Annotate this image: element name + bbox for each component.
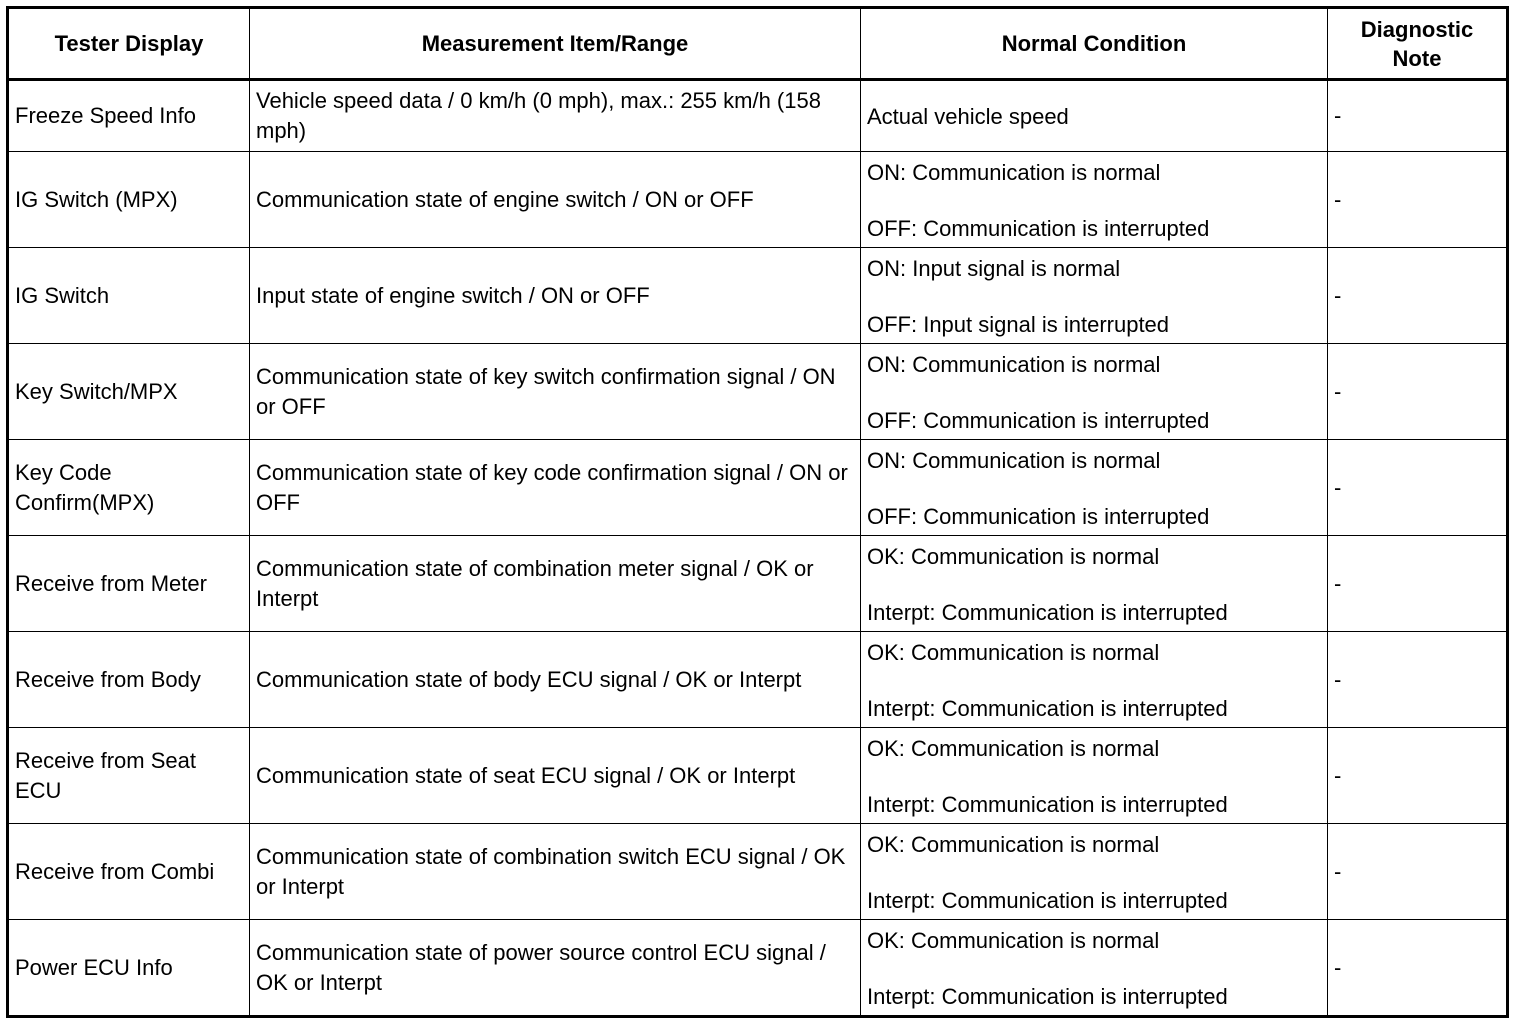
header-normal-condition: Normal Condition bbox=[861, 8, 1328, 80]
header-measurement-item: Measurement Item/Range bbox=[250, 8, 861, 80]
table-row bbox=[8, 80, 1508, 152]
cell-normal-condition bbox=[861, 536, 1328, 632]
cell-diagnostic-note: - bbox=[1328, 152, 1508, 248]
table-row bbox=[8, 920, 1508, 1017]
header-tester-display: Tester Display bbox=[8, 8, 250, 80]
cell-tester-display: Receive from Meter bbox=[8, 536, 250, 632]
cell-tester-display: Freeze Speed Info bbox=[8, 80, 250, 152]
normal-condition-line: Interpt: Communication is interrupted bbox=[867, 695, 1228, 721]
cell-diagnostic-note: - bbox=[1328, 536, 1508, 632]
table-row bbox=[8, 824, 1508, 920]
cell-tester-display: Key Switch/MPX bbox=[8, 344, 250, 440]
cell-normal-condition bbox=[861, 152, 1328, 248]
table-row bbox=[8, 728, 1508, 824]
cell-normal-condition bbox=[861, 80, 1328, 152]
normal-condition-line: OK: Communication is normal bbox=[867, 543, 1160, 569]
cell-measurement-item: Communication state of key code confirmation signal / ON or OFF bbox=[250, 440, 861, 536]
cell-tester-display: IG Switch (MPX) bbox=[8, 152, 250, 248]
cell-tester-display: IG Switch bbox=[8, 248, 250, 344]
cell-tester-display: Receive from Body bbox=[8, 632, 250, 728]
cell-measurement-item: Communication state of seat ECU signal / OK or Interpt bbox=[250, 728, 861, 824]
cell-tester-display: Key Code Confirm(MPX) bbox=[8, 440, 250, 536]
normal-condition-line: ON: Communication is normal bbox=[867, 351, 1161, 377]
cell-tester-display: Power ECU Info bbox=[8, 920, 250, 1017]
normal-condition-line: Interpt: Communication is interrupted bbox=[867, 791, 1228, 817]
cell-diagnostic-note: - bbox=[1328, 920, 1508, 1017]
table-row bbox=[8, 152, 1508, 248]
normal-condition-line: ON: Communication is normal bbox=[867, 159, 1161, 185]
cell-tester-display: Receive from Seat ECU bbox=[8, 728, 250, 824]
normal-condition-line: ON: Communication is normal bbox=[867, 447, 1161, 473]
normal-condition-line: OFF: Communication is interrupted bbox=[867, 503, 1210, 529]
cell-normal-condition bbox=[861, 440, 1328, 536]
cell-measurement-item: Communication state of power source control ECU signal / OK or Interpt bbox=[250, 920, 861, 1017]
normal-condition-line: ON: Input signal is normal bbox=[867, 255, 1121, 281]
normal-condition-line: OK: Communication is normal bbox=[867, 831, 1160, 857]
cell-measurement-item: Input state of engine switch / ON or OFF bbox=[250, 248, 861, 344]
cell-measurement-item: Communication state of combination meter signal / OK or Interpt bbox=[250, 536, 861, 632]
cell-measurement-item: Vehicle speed data / 0 km/h (0 mph), max.: 255 km/h (158 mph) bbox=[250, 80, 861, 152]
cell-normal-condition bbox=[861, 824, 1328, 920]
cell-tester-display: Receive from Combi bbox=[8, 824, 250, 920]
table-row bbox=[8, 248, 1508, 344]
data-list-table bbox=[6, 6, 1509, 1018]
normal-condition-line: OFF: Communication is interrupted bbox=[867, 215, 1210, 241]
normal-condition-line: OK: Communication is normal bbox=[867, 735, 1160, 761]
normal-condition-line: OFF: Input signal is interrupted bbox=[867, 311, 1170, 337]
normal-condition-line: OK: Communication is normal bbox=[867, 927, 1160, 953]
table-row bbox=[8, 536, 1508, 632]
table-row bbox=[8, 440, 1508, 536]
table-row bbox=[8, 344, 1508, 440]
cell-diagnostic-note: - bbox=[1328, 248, 1508, 344]
cell-normal-condition bbox=[861, 728, 1328, 824]
cell-measurement-item: Communication state of key switch confirmation signal / ON or OFF bbox=[250, 344, 861, 440]
normal-condition-line: Interpt: Communication is interrupted bbox=[867, 599, 1228, 625]
cell-diagnostic-note: - bbox=[1328, 728, 1508, 824]
cell-normal-condition bbox=[861, 248, 1328, 344]
table-header-row bbox=[8, 8, 1508, 80]
cell-measurement-item: Communication state of body ECU signal / OK or Interpt bbox=[250, 632, 861, 728]
cell-normal-condition bbox=[861, 344, 1328, 440]
normal-condition-line: Interpt: Communication is interrupted bbox=[867, 983, 1228, 1009]
header-diagnostic-note: Diagnostic Note bbox=[1328, 8, 1508, 80]
cell-normal-condition bbox=[861, 632, 1328, 728]
normal-condition-line: Actual vehicle speed bbox=[867, 104, 1069, 129]
table-row bbox=[8, 632, 1508, 728]
cell-measurement-item: Communication state of combination switch ECU signal / OK or Interpt bbox=[250, 824, 861, 920]
normal-condition-line: OFF: Communication is interrupted bbox=[867, 407, 1210, 433]
normal-condition-line: OK: Communication is normal bbox=[867, 639, 1160, 665]
cell-diagnostic-note: - bbox=[1328, 632, 1508, 728]
cell-diagnostic-note: - bbox=[1328, 824, 1508, 920]
cell-normal-condition bbox=[861, 920, 1328, 1017]
cell-diagnostic-note: - bbox=[1328, 80, 1508, 152]
normal-condition-line: Interpt: Communication is interrupted bbox=[867, 887, 1228, 913]
table-body bbox=[8, 80, 1508, 1017]
cell-diagnostic-note: - bbox=[1328, 440, 1508, 536]
cell-diagnostic-note: - bbox=[1328, 344, 1508, 440]
cell-measurement-item: Communication state of engine switch / ON or OFF bbox=[250, 152, 861, 248]
